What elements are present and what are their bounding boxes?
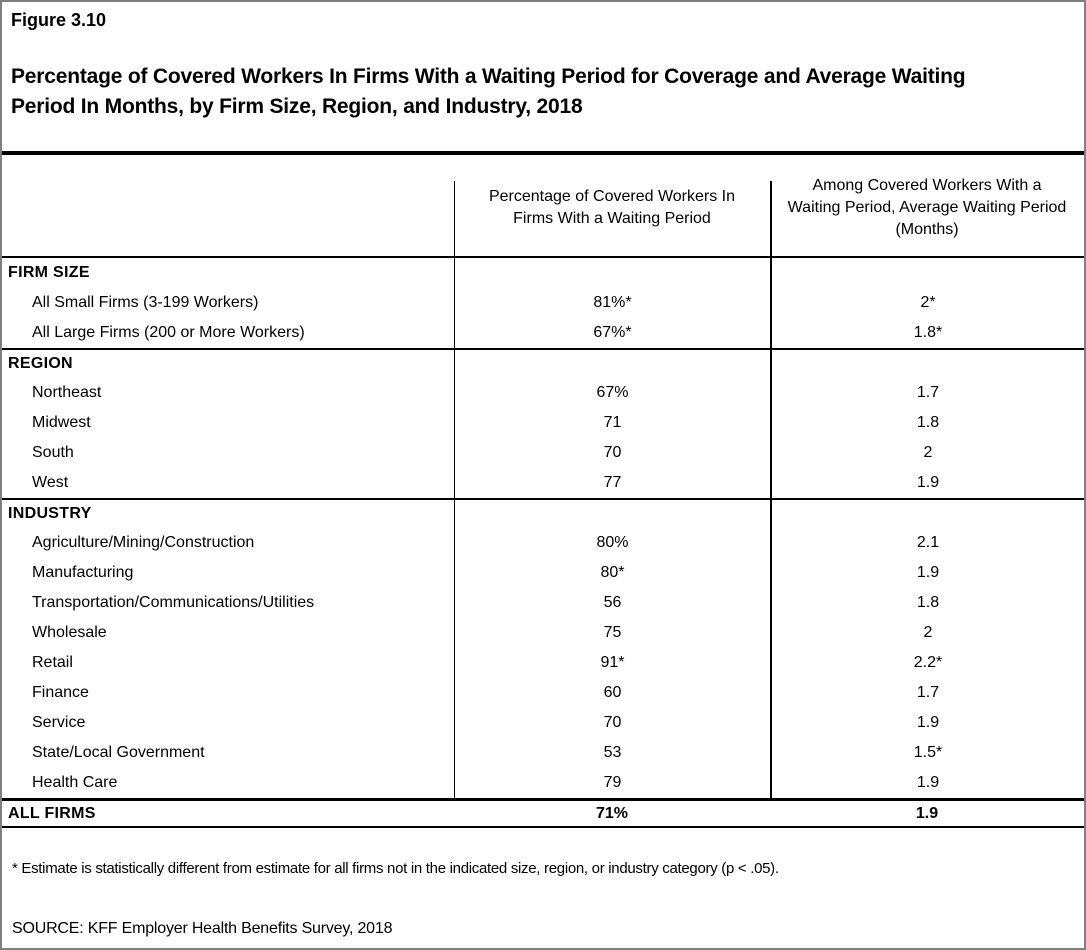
row-percentage: 91* [454, 648, 770, 678]
total-percentage: 71% [595, 804, 629, 822]
total-average: 1.9 [915, 804, 939, 822]
row-label: West [32, 474, 69, 491]
row-percentage: 80* [454, 558, 770, 588]
section-label: INDUSTRY [8, 505, 92, 522]
row-average: 1.9 [770, 708, 1084, 738]
section-row-firm-size [2, 258, 1084, 288]
row-label: Wholesale [32, 624, 107, 641]
row-label: Agriculture/Mining/Construction [32, 534, 255, 551]
row-label: State/Local Government [32, 744, 205, 761]
row-percentage: 67%* [454, 318, 770, 348]
header-average-cell: Among Covered Workers With a Waiting Period, Average Waiting Period (Months) [770, 155, 1084, 256]
row-label: All Small Firms (3-199 Workers) [32, 294, 259, 311]
data-table [2, 155, 1084, 828]
row-average: 2.1 [770, 528, 1084, 558]
row-percentage: 53 [454, 738, 770, 768]
row-average: 1.9 [770, 768, 1084, 798]
row-percentage: 70 [454, 708, 770, 738]
row-percentage: 60 [454, 678, 770, 708]
table-row [2, 318, 1084, 348]
row-percentage: 56 [454, 588, 770, 618]
row-label: South [32, 444, 74, 461]
table-row [2, 678, 1084, 708]
row-label: Northeast [32, 384, 102, 401]
row-average: 2.2* [770, 648, 1084, 678]
section-row-industry [2, 498, 1084, 528]
row-average: 1.8 [770, 588, 1084, 618]
table-row [2, 528, 1084, 558]
header-percentage-cell: Percentage of Covered Workers In Firms With a Waiting Period [454, 155, 770, 256]
row-percentage: 70 [454, 438, 770, 468]
figure-title: Percentage of Covered Workers In Firms With a Waiting Period for Coverage and Average Waiting Period In Months, by Firm Size, Region, and Industry, 2018 [11, 65, 966, 118]
table-row [2, 288, 1084, 318]
row-label: Retail [32, 654, 73, 671]
row-percentage: 81%* [454, 288, 770, 318]
table-row [2, 618, 1084, 648]
row-label: Service [32, 714, 86, 731]
table-row [2, 558, 1084, 588]
row-average: 1.8 [770, 408, 1084, 438]
table-row [2, 738, 1084, 768]
source-line: SOURCE: KFF Employer Health Benefits Survey, 2018 [12, 920, 393, 937]
row-label: Transportation/Communications/Utilities [32, 594, 315, 611]
table-row [2, 768, 1084, 798]
row-label: Finance [32, 684, 89, 701]
row-average: 2* [770, 288, 1084, 318]
figure-number: Figure 3.10 [11, 10, 107, 30]
table-row [2, 708, 1084, 738]
row-average: 1.8* [770, 318, 1084, 348]
table-row [2, 468, 1084, 498]
section-label: FIRM SIZE [8, 264, 90, 281]
section-label: REGION [8, 355, 73, 372]
row-average: 1.9 [770, 558, 1084, 588]
total-row-all-firms [2, 798, 1084, 828]
section-row-region [2, 348, 1084, 378]
row-percentage: 71 [454, 408, 770, 438]
row-average: 2 [770, 438, 1084, 468]
table-header-row [2, 155, 1084, 258]
row-percentage: 80% [454, 528, 770, 558]
row-percentage: 75 [454, 618, 770, 648]
row-percentage: 77 [454, 468, 770, 498]
row-label: Midwest [32, 414, 91, 431]
row-label: Health Care [32, 774, 118, 791]
row-percentage: 67% [454, 378, 770, 408]
footnote: * Estimate is statistically different from estimate for all firms not in the indicated size, region, or industry category (p < .05). [12, 860, 779, 877]
row-average: 2 [770, 618, 1084, 648]
table-row [2, 588, 1084, 618]
row-label: All Large Firms (200 or More Workers) [32, 324, 305, 341]
row-average: 1.5* [770, 738, 1084, 768]
table-row [2, 408, 1084, 438]
table-row [2, 648, 1084, 678]
table-row [2, 378, 1084, 408]
row-average: 1.7 [770, 678, 1084, 708]
row-average: 1.9 [770, 468, 1084, 498]
row-label: Manufacturing [32, 564, 134, 581]
row-average: 1.7 [770, 378, 1084, 408]
header-category-cell [2, 155, 454, 256]
row-percentage: 79 [454, 768, 770, 798]
table-row [2, 438, 1084, 468]
total-label: ALL FIRMS [8, 804, 96, 822]
